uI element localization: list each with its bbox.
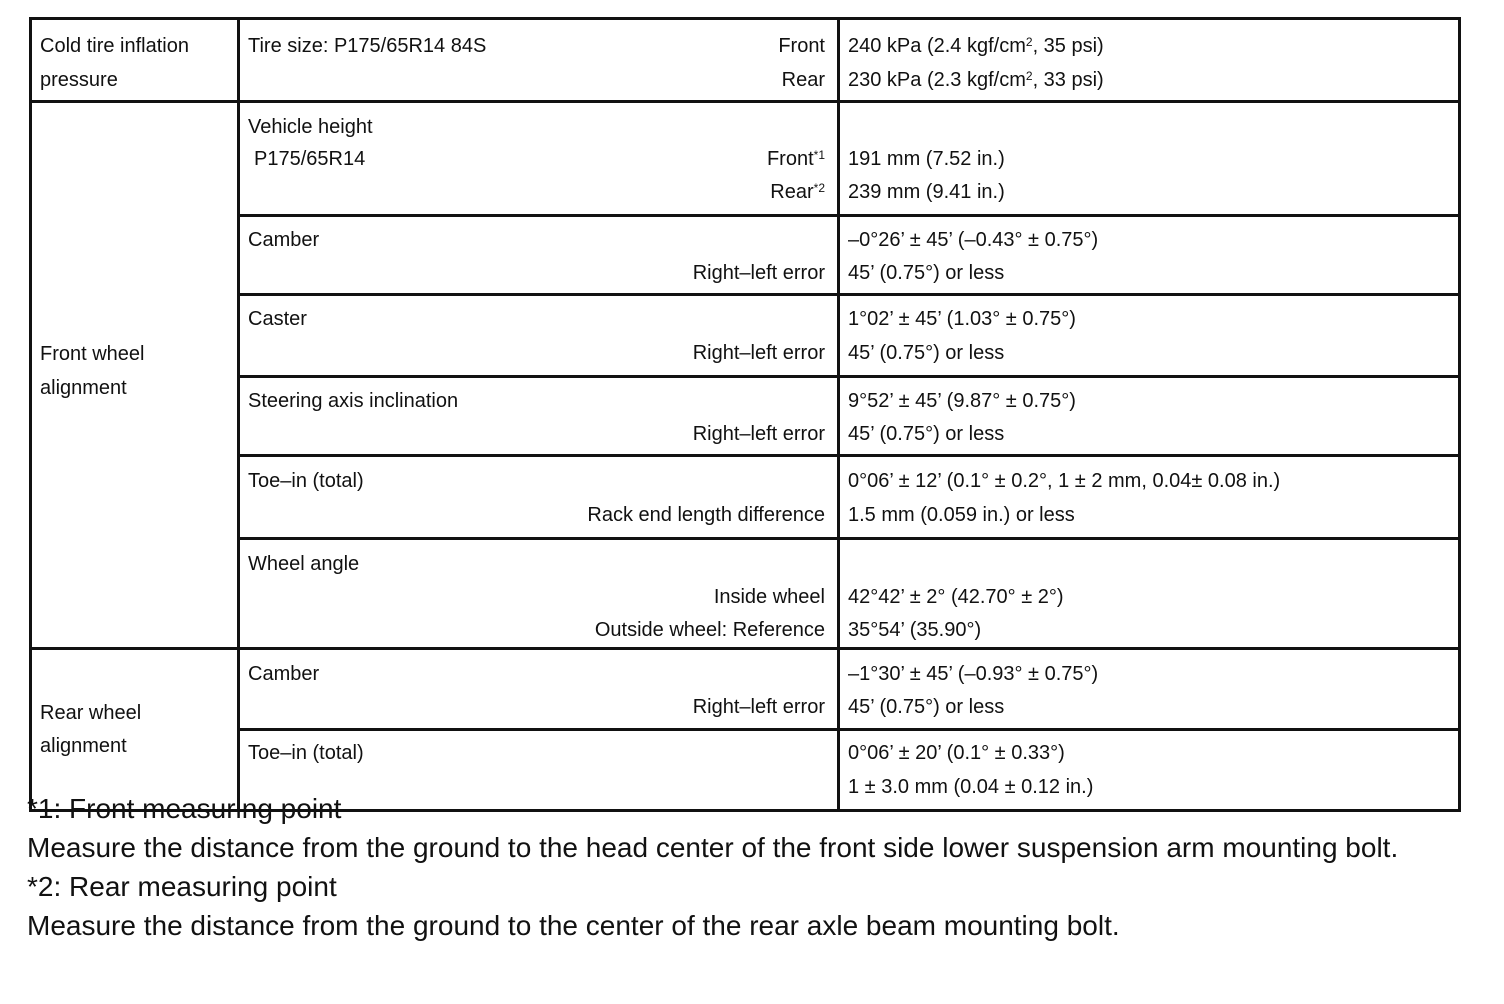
vehicle-height-label: Vehicle height bbox=[248, 116, 373, 138]
category-label: alignment bbox=[40, 735, 127, 757]
item-cell bbox=[239, 456, 839, 539]
front-pressure-value: 240 kPa (2.4 kgf/$cm^2$, 35 psi) bbox=[848, 35, 1104, 57]
table-row bbox=[31, 649, 1460, 730]
value-cell bbox=[839, 19, 1460, 102]
rear-toe-in-value: 0°06’ ± 20’ (0.1° ± 0.33°) bbox=[848, 742, 1065, 764]
caster-label: Caster bbox=[248, 308, 307, 330]
category-cell bbox=[31, 19, 239, 102]
value-cell bbox=[839, 295, 1460, 377]
category-cell bbox=[31, 102, 239, 649]
value-cell bbox=[839, 649, 1460, 730]
table-row bbox=[31, 377, 1460, 456]
item-cell bbox=[239, 649, 839, 730]
front-label: Front bbox=[778, 35, 825, 57]
category-label: Front wheel bbox=[40, 343, 145, 365]
outside-wheel-value: 35°54’ (35.90°) bbox=[848, 619, 982, 641]
camber-error-value: 45’ (0.75°) or less bbox=[848, 262, 1005, 284]
rack-end-label: Rack end length difference bbox=[587, 504, 825, 526]
rear-camber-label: Camber bbox=[248, 663, 320, 685]
category-cell bbox=[31, 649, 239, 811]
category-label: alignment bbox=[40, 377, 127, 399]
table-row bbox=[31, 539, 1460, 649]
item-cell bbox=[239, 102, 839, 216]
rear-label: Rear$^{*2}$ bbox=[770, 181, 825, 203]
rear-toe-in-label: Toe–in (total) bbox=[248, 742, 364, 764]
steering-axis-error-value: 45’ (0.75°) or less bbox=[848, 423, 1005, 445]
outside-wheel-label: Outside wheel: Reference bbox=[594, 619, 825, 641]
footnote-text: Measure the distance from the ground to the center of the rear axle beam mounting bolt. bbox=[27, 910, 1120, 941]
inside-wheel-value: 42°42’ ± 2° (42.70° ± 2°) bbox=[848, 586, 1064, 608]
table-row bbox=[31, 19, 1460, 102]
toe-in-value: 0°06’ ± 12’ (0.1° ± 0.2°, 1 ± 2 mm, 0.04± 0.08 in.) bbox=[848, 470, 1281, 492]
footnote-heading: *1: Front measuring point bbox=[27, 793, 342, 824]
footnotes bbox=[27, 789, 1477, 945]
right-left-error-label: Right–left error bbox=[692, 262, 825, 284]
item-cell bbox=[239, 216, 839, 295]
tire-spec-label: P175/65R14 bbox=[254, 148, 366, 170]
right-left-error-label: Right–left error bbox=[692, 423, 825, 445]
caster-error-value: 45’ (0.75°) or less bbox=[848, 342, 1005, 364]
front-height-value: 191 mm (7.52 in.) bbox=[848, 148, 1005, 170]
category-label: pressure bbox=[40, 69, 118, 91]
rear-camber-value: –1°30’ ± 45’ (–0.93° ± 0.75°) bbox=[848, 663, 1099, 685]
value-cell bbox=[839, 456, 1460, 539]
camber-label: Camber bbox=[248, 229, 320, 251]
right-left-error-label: Right–left error bbox=[692, 696, 825, 718]
category-label: Rear wheel bbox=[40, 702, 142, 724]
table-row bbox=[31, 216, 1460, 295]
rear-toe-in-mm-value: 1 ± 3.0 mm (0.04 ± 0.12 in.) bbox=[848, 776, 1094, 798]
table-row bbox=[31, 102, 1460, 216]
toe-in-label: Toe–in (total) bbox=[248, 470, 364, 492]
caster-value: 1°02’ ± 45’ (1.03° ± 0.75°) bbox=[848, 308, 1076, 330]
wheel-angle-label: Wheel angle bbox=[248, 553, 360, 575]
rack-end-value: 1.5 mm (0.059 in.) or less bbox=[848, 504, 1075, 526]
item-cell bbox=[239, 377, 839, 456]
item-cell bbox=[239, 19, 839, 102]
category-label: Cold tire inflation bbox=[40, 35, 189, 57]
footnote-heading: *2: Rear measuring point bbox=[27, 871, 337, 902]
camber-value: –0°26’ ± 45’ (–0.43° ± 0.75°) bbox=[848, 229, 1099, 251]
footnote-text: Measure the distance from the ground to the head center of the front side lower suspension arm mounting bolt. bbox=[27, 832, 1399, 863]
table-row bbox=[31, 295, 1460, 377]
rear-camber-error-value: 45’ (0.75°) or less bbox=[848, 696, 1005, 718]
value-cell bbox=[839, 539, 1460, 649]
steering-axis-value: 9°52’ ± 45’ (9.87° ± 0.75°) bbox=[848, 390, 1076, 412]
front-label: Front$^{*1}$ bbox=[766, 148, 825, 170]
inside-wheel-label: Inside wheel bbox=[713, 586, 825, 608]
value-cell bbox=[839, 102, 1460, 216]
rear-label: Rear bbox=[781, 69, 825, 91]
table-row bbox=[31, 456, 1460, 539]
tire-size-label: Tire size: P175/65R14 84S bbox=[248, 35, 487, 57]
right-left-error-label: Right–left error bbox=[692, 342, 825, 364]
rear-pressure-value: 230 kPa (2.3 kgf/$cm^2$, 33 psi) bbox=[848, 69, 1104, 91]
steering-axis-label: Steering axis inclination bbox=[248, 390, 459, 412]
alignment-spec-table bbox=[29, 17, 1461, 812]
value-cell bbox=[839, 377, 1460, 456]
rear-height-value: 239 mm (9.41 in.) bbox=[848, 181, 1005, 203]
item-cell bbox=[239, 539, 839, 649]
value-cell bbox=[839, 216, 1460, 295]
item-cell bbox=[239, 295, 839, 377]
